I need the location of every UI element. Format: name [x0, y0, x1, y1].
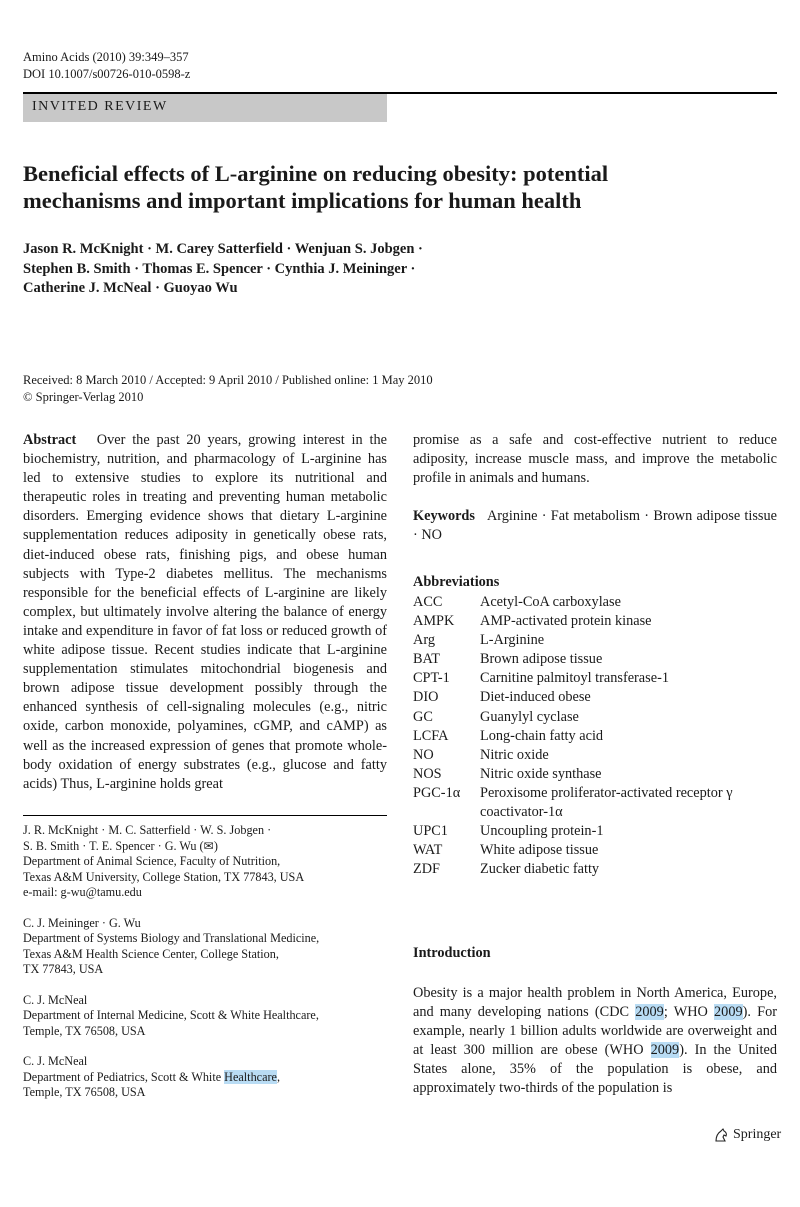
title-line-2: mechanisms and important implications for human health — [23, 188, 582, 213]
affiliation-3 — [23, 993, 387, 1040]
abstract — [23, 431, 387, 794]
abbreviation-meaning: Guanylyl cyclase — [480, 708, 579, 725]
abbreviations-list — [413, 593, 777, 879]
abbreviation: LCFA — [413, 727, 449, 744]
abstract-text: Over the past 20 years, growing interest in the biochemistry, nutrition, and pharmacology of L-arginine has led to extensive studies to explore its nutritional and therapeutic roles in treating and preventing human metabolic disorders. Emerging evidence shows that dietary L-arginine supplementation reduces adiposity in genetically obese rats, diet-induced obese rats, finishing pigs, and obese human subjects with Type-2 diabetes mellitus. The mechanisms responsible for the beneficial effects of L-arginine are likely complex, but ultimately involve altering the balance of energy intake and expenditure in favor of fat loss or reduced growth of white adipose tissue. Recent studies indicate that L-arginine supplementation stimulates mitochondrial biogenesis and brown adipose tissue development possibly through the enhanced synthesis of cell-signaling molecules (e.g., nitric oxide, carbon monoxide, polyamines, cGMP, and cAMP) as well as the increased expression of genes that promote whole-body oxidation of energy substrates (e.g., glucose and fatty acids) Thus, L-arginine holds great — [23, 432, 387, 792]
affiliation-email[interactable]: e-mail: g-wu@tamu.edu — [23, 885, 142, 899]
abbreviation: PGC-1α — [413, 784, 461, 801]
abbreviation-meaning: Diet-induced obese — [480, 689, 591, 706]
footnote-rule — [23, 815, 387, 816]
authors-line-3: Catherine J. McNeal · Guoyao Wu — [23, 280, 238, 296]
journal-citation: Amino Acids (2010) 39:349–357 — [23, 50, 189, 64]
dept-text: Department of Pediatrics, Scott & White — [23, 1069, 225, 1084]
abbreviation-row — [413, 727, 777, 746]
abbreviation-meaning: Carnitine palmitoyl transferase-1 — [480, 670, 669, 687]
citation-link[interactable]: 2009 — [650, 1042, 680, 1059]
affiliation-address: Temple, TX 76508, USA — [23, 1023, 146, 1038]
abbreviation-meaning: Uncoupling protein-1 — [480, 823, 604, 840]
affiliation-address: Texas A&M University, College Station, TX 77843, USA — [23, 869, 305, 884]
springer-horse-icon — [713, 1127, 729, 1143]
journal-reference — [23, 49, 190, 83]
intro-text: ; WHO — [663, 1004, 715, 1021]
abbreviation-row — [413, 746, 777, 765]
affiliation-address: TX 77843, USA — [23, 962, 104, 976]
abbreviation: Arg — [413, 632, 435, 649]
abbreviation-meaning: Nitric oxide — [480, 746, 549, 763]
abstract-continuation: promise as a safe and cost-effective nutrient to reduce adiposity, increase muscle mass, and improve the metabolic profile in animals and humans. — [413, 432, 777, 487]
abbreviation-meaning: L-Arginine — [480, 632, 545, 649]
dept-text: , — [276, 1069, 280, 1084]
affiliation-address: Texas A&M Health Science Center, College Station, — [23, 946, 279, 961]
keywords-label: Keywords — [413, 508, 475, 524]
authors-line-2: Stephen B. Smith · Thomas E. Spencer · Cynthia J. Meininger · — [23, 260, 416, 277]
affiliation-4 — [23, 1054, 387, 1101]
title-line-1: Beneficial effects of L-arginine on reducing obesity: potential — [23, 161, 609, 186]
abbreviation: GC — [413, 708, 433, 725]
abbreviation-row — [413, 612, 777, 631]
abbreviation-row — [413, 650, 777, 669]
keywords — [413, 507, 777, 545]
abbreviation-meaning: White adipose tissue — [480, 842, 599, 859]
introduction-heading: Introduction — [413, 945, 491, 961]
abbreviation: AMPK — [413, 613, 455, 630]
affiliation-names: J. R. McKnight · M. C. Satterfield · W. S. Jobgen · — [23, 823, 272, 837]
author-list — [23, 240, 783, 299]
abstract-label: Abstract — [23, 432, 77, 448]
abbreviation-meaning: Brown adipose tissue — [480, 651, 603, 668]
abbreviation-row — [413, 765, 777, 784]
affiliation-address: Temple, TX 76508, USA — [23, 1085, 146, 1099]
intro-text: Obesity is a major health problem in North America, Europe, and many developing nations (CDC — [413, 985, 777, 1021]
abbreviation: CPT-1 — [413, 670, 450, 687]
affiliation-dept: Department of Internal Medicine, Scott & White Healthcare, — [23, 1008, 319, 1022]
abbreviation-row — [413, 669, 777, 688]
abbreviation: DIO — [413, 689, 439, 706]
abbreviation-meaning: Long-chain fatty acid — [480, 727, 604, 744]
section-label: INVITED REVIEW — [32, 99, 168, 114]
abbreviation-meaning: AMP-activated protein kinase — [480, 613, 652, 630]
affiliation-names: S. B. Smith · T. E. Spencer · G. Wu (✉) — [23, 838, 218, 853]
abbreviation-meaning: Acetyl-CoA carboxylase — [480, 594, 621, 610]
authors-line-1: Jason R. McKnight · M. Carey Satterfield · Wenjuan S. Jobgen · — [23, 241, 423, 257]
abbreviation: WAT — [413, 842, 443, 859]
abbreviation-row — [413, 784, 777, 822]
intro-text: ). In the United States alone, 35% of the population is obese, and approximately two-thirds of the population is — [413, 1042, 777, 1097]
keywords-text: Arginine · Fat metabolism · Brown adipose tissue · NO — [413, 508, 777, 544]
publication-history — [23, 372, 783, 406]
abbreviation: BAT — [413, 651, 441, 668]
abbreviation-row — [413, 822, 777, 841]
abbreviation-row — [413, 860, 777, 879]
abbreviation-meaning: Zucker diabetic fatty — [480, 861, 600, 878]
affiliation-dept — [23, 1070, 387, 1086]
abbreviation-row — [413, 631, 777, 650]
abbreviation: ZDF — [413, 861, 441, 878]
affiliation-1 — [23, 823, 387, 901]
affiliations — [23, 823, 387, 1116]
copyright: © Springer-Verlag 2010 — [23, 390, 144, 404]
affiliation-dept: Department of Systems Biology and Translational Medicine, — [23, 931, 320, 945]
abbreviation: NOS — [413, 765, 442, 782]
publisher-logo — [713, 1127, 781, 1143]
history-dates: Received: 8 March 2010 / Accepted: 9 April 2010 / Published online: 1 May 2010 — [23, 373, 433, 387]
intro-text: ). For example, nearly 1 billion adults worldwide are overweight and at least 300 million are obese (WHO — [413, 1004, 777, 1059]
abbreviation-row — [413, 708, 777, 727]
citation-link[interactable]: 2009 — [714, 1004, 743, 1021]
abbreviation: NO — [413, 746, 434, 763]
abbreviation-row — [413, 841, 777, 860]
abbreviation-row — [413, 593, 777, 612]
journal-doi: DOI 10.1007/s00726-010-0598-z — [23, 67, 191, 81]
affiliation-2 — [23, 916, 387, 978]
affiliation-dept: Department of Animal Science, Faculty of Nutrition, — [23, 854, 281, 868]
abbreviations-heading: Abbreviations — [413, 574, 500, 590]
introduction-body — [413, 984, 777, 1099]
abbreviation-row — [413, 688, 777, 707]
abbreviation: ACC — [413, 594, 443, 610]
abbreviation-meaning: Nitric oxide synthase — [480, 765, 602, 782]
highlighted-text[interactable]: Healthcare — [224, 1069, 277, 1084]
publisher-name: Springer — [733, 1127, 782, 1142]
affiliation-names: C. J. McNeal — [23, 1054, 88, 1068]
paper-title — [23, 160, 783, 214]
section-banner — [23, 94, 387, 122]
affiliation-names: C. J. McNeal — [23, 992, 88, 1007]
citation-link[interactable]: 2009 — [635, 1004, 664, 1021]
abbreviation-meaning: Peroxisome proliferator-activated receptor γ coactivator-1α — [480, 784, 733, 821]
abbreviation: UPC1 — [413, 823, 448, 840]
affiliation-names: C. J. Meininger · G. Wu — [23, 915, 141, 930]
